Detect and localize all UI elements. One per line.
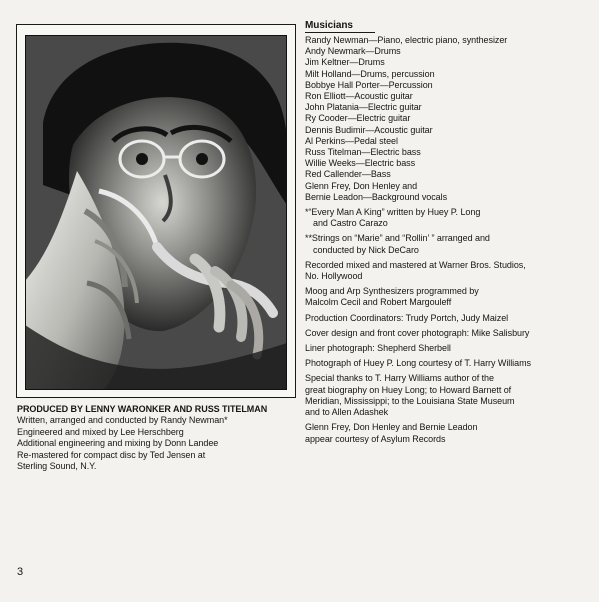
note-line: No. Hollywood bbox=[305, 271, 363, 282]
page-number: 3 bbox=[17, 566, 24, 578]
note-cover-design bbox=[305, 328, 591, 339]
note-line: Special thanks to T. Harry Williams author of the bbox=[305, 373, 494, 384]
musician-entry: Russ Titelman—Electric bass bbox=[305, 147, 421, 158]
musician-entry: Glenn Frey, Don Henley and bbox=[305, 180, 418, 191]
musician-entry: Milt Holland—Drums, percussion bbox=[305, 68, 435, 79]
musicians-list bbox=[305, 35, 591, 203]
note-line: **Strings on “Marie” and “Rollin’ ” arranged and bbox=[305, 233, 490, 244]
production-credits bbox=[17, 404, 293, 472]
note-asylum-courtesy bbox=[305, 422, 591, 444]
note-line: and to Allen Adashek bbox=[305, 407, 389, 418]
note-line: Cover design and front cover photograph: Mike Salisbury bbox=[305, 327, 530, 338]
note-line: Photograph of Huey P. Long courtesy of T. Harry Williams bbox=[305, 358, 531, 369]
note-line: Liner photograph: Shepherd Sherbell bbox=[305, 343, 451, 354]
musician-entry: Ron Elliott—Acoustic guitar bbox=[305, 91, 413, 102]
credit-line: Sterling Sound, N.Y. bbox=[17, 461, 97, 472]
note-line: *“Every Man A King” written by Huey P. Long bbox=[305, 207, 481, 218]
musician-entry: Al Perkins—Pedal steel bbox=[305, 135, 398, 146]
note-line: appear courtesy of Asylum Records bbox=[305, 433, 446, 444]
musician-entry: Dennis Budimir—Acoustic guitar bbox=[305, 124, 433, 135]
producer-credit: PRODUCED BY LENNY WARONKER AND RUSS TITELMAN bbox=[17, 404, 268, 414]
note-line: Production Coordinators: Trudy Portch, Judy Maizel bbox=[305, 312, 509, 323]
note-line: great biography on Huey Long; to Howard Barnett of bbox=[305, 384, 512, 395]
note-line: conducted by Nick DeCaro bbox=[313, 244, 419, 255]
credit-line: Written, arranged and conducted by Randy Newman* bbox=[17, 415, 228, 426]
musicians-heading: Musicians bbox=[305, 20, 375, 33]
musician-entry: Bernie Leadon—Background vocals bbox=[305, 191, 448, 202]
note-line: and Castro Carazo bbox=[313, 218, 388, 229]
musician-entry: Ry Cooder—Electric guitar bbox=[305, 113, 411, 124]
note-huey-long-photograph bbox=[305, 358, 591, 369]
musician-credits bbox=[305, 20, 591, 445]
musician-entry: Randy Newman—Piano, electric piano, synthesizer bbox=[305, 35, 508, 45]
musician-entry: Andy Newmark—Drums bbox=[305, 46, 401, 57]
note-recorded-mastered bbox=[305, 260, 591, 282]
note-line: Meridian, Mississippi; to the Louisiana State Museum bbox=[305, 395, 515, 406]
credit-line: Additional engineering and mixing by Donn Landee bbox=[17, 438, 219, 449]
credit-line: Engineered and mixed by Lee Herschberg bbox=[17, 426, 184, 437]
photo-frame bbox=[16, 24, 296, 398]
note-line: Malcolm Cecil and Robert Margouleff bbox=[305, 297, 452, 308]
note-line: Glenn Frey, Don Henley and Bernie Leadon bbox=[305, 422, 478, 433]
note-synthesizers bbox=[305, 286, 591, 308]
note-liner-photograph bbox=[305, 343, 591, 354]
note-strings-arrangement bbox=[305, 233, 591, 255]
musician-entry: Jim Keltner—Drums bbox=[305, 57, 385, 68]
musician-entry: Willie Weeks—Electric bass bbox=[305, 158, 416, 169]
note-special-thanks bbox=[305, 373, 591, 418]
musician-entry: Bobbye Hall Porter—Percussion bbox=[305, 79, 433, 90]
liner-photograph bbox=[25, 35, 287, 390]
note-production-coordinators bbox=[305, 313, 591, 324]
note-line: Recorded mixed and mastered at Warner Bros. Studios, bbox=[305, 259, 526, 270]
musician-entry: Red Callender—Bass bbox=[305, 169, 391, 180]
note-every-man-a-king bbox=[305, 207, 591, 229]
liner-photograph-image bbox=[25, 35, 287, 390]
credit-line: Re-mastered for compact disc by Ted Jensen at bbox=[17, 449, 206, 460]
note-line: Moog and Arp Synthesizers programmed by bbox=[305, 286, 479, 297]
musician-entry: John Platania—Electric guitar bbox=[305, 102, 422, 113]
